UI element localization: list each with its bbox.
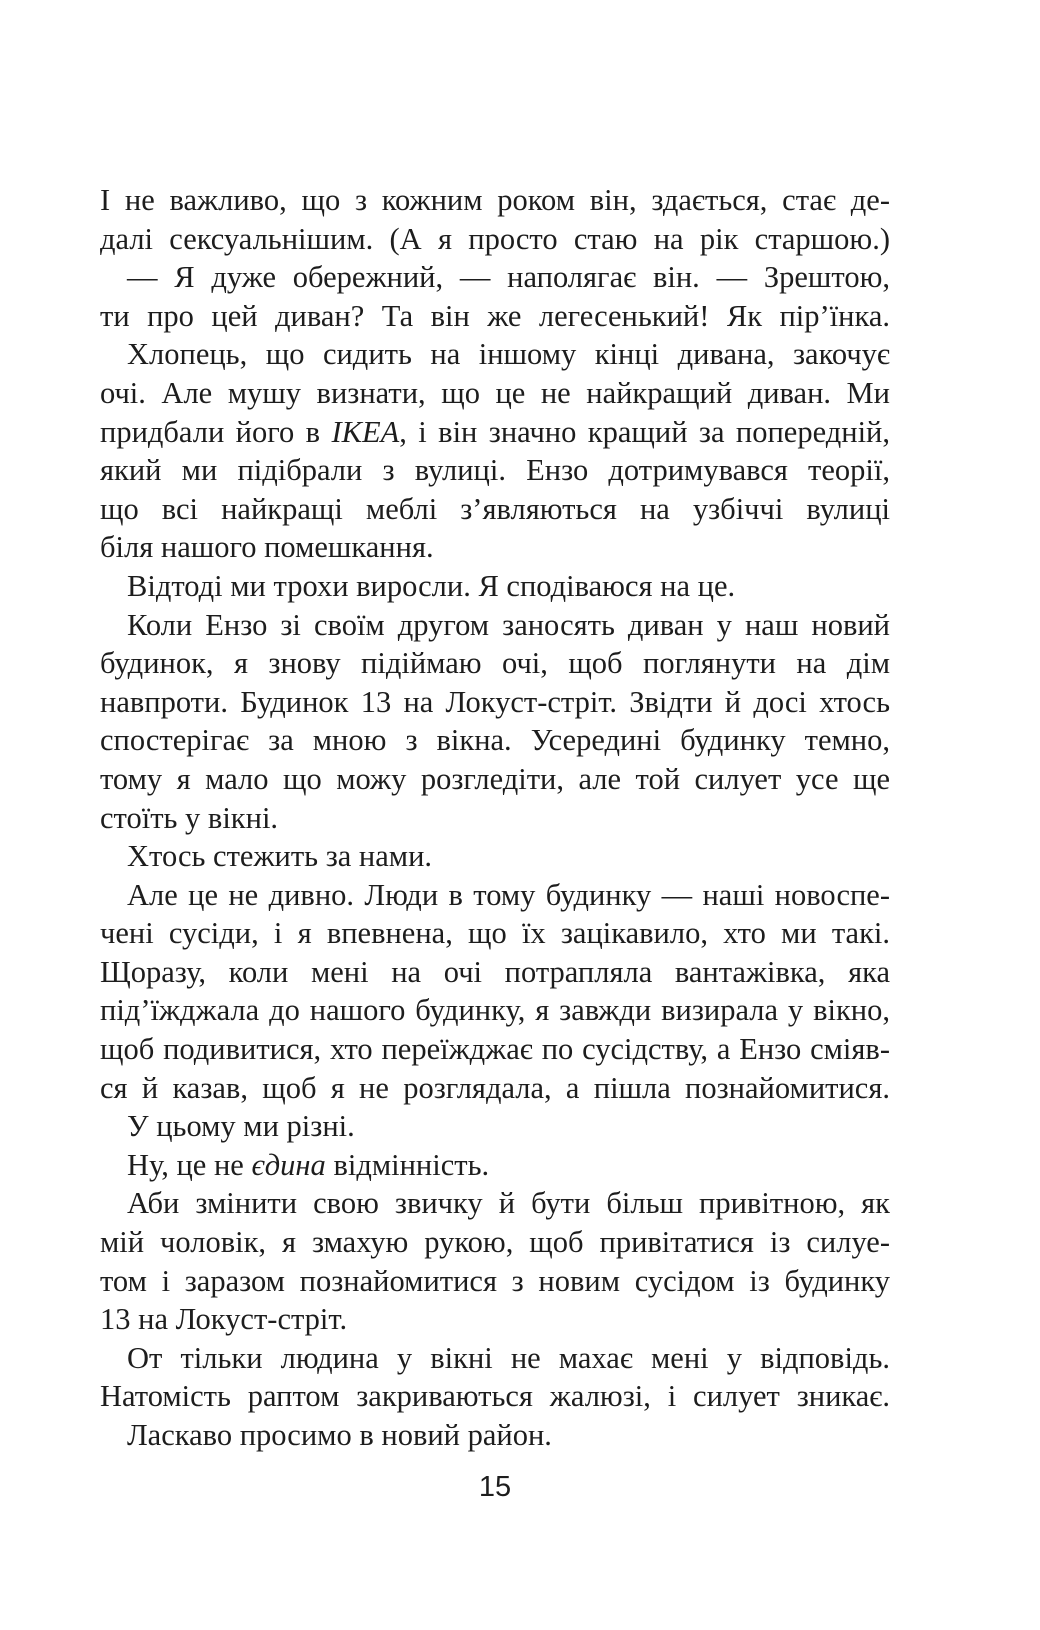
text-segment: відмінність. <box>325 1147 490 1182</box>
text-segment: під’їжджала до нашого будинку, я завжди визирала у вікно, <box>100 993 890 1028</box>
paragraph <box>100 1416 890 1455</box>
text-line <box>100 991 890 1030</box>
text-line <box>100 1030 890 1069</box>
text-line <box>100 644 890 683</box>
text-line <box>100 1300 890 1339</box>
text-segment: стоїть у вікні. <box>100 800 279 835</box>
text-block <box>100 181 890 1455</box>
text-segment: Аби змінити свою звичку й бути більш привітною, як <box>127 1186 890 1221</box>
paragraph <box>100 258 890 335</box>
italic-text-segment: єдина <box>251 1147 326 1182</box>
text-line <box>100 1184 890 1223</box>
text-segment: придбали його в <box>100 414 332 449</box>
text-segment: От тільки людина у вікні не махає мені у відповідь. <box>127 1340 890 1375</box>
paragraph <box>100 1107 890 1146</box>
paragraph <box>100 837 890 876</box>
text-line <box>100 799 890 838</box>
paragraph <box>100 1339 890 1416</box>
text-line <box>100 567 890 606</box>
text-segment: Щоразу, коли мені на очі потрапляла вантажівка, яка <box>100 954 890 989</box>
text-line <box>100 220 890 259</box>
text-line <box>100 413 890 452</box>
text-segment: Але це не дивно. Люди в тому будинку — наші новоспе- <box>127 877 890 912</box>
text-line <box>100 1377 890 1416</box>
text-segment: який ми підібрали з вулиці. Ензо дотримувався теорії, <box>100 453 890 488</box>
text-line <box>100 1262 890 1301</box>
text-segment: ти про цей диван? Та він же легесенький! Як пір’їнка. <box>100 298 890 333</box>
italic-text-segment: IKEA <box>331 414 400 449</box>
text-segment: що всі найкращі меблі з’являються на узбіччі вулиці <box>100 491 890 526</box>
text-line <box>100 953 890 992</box>
text-segment: навпроти. Будинок 13 на Локуст-стріт. Звідти й досі хтось <box>100 684 890 719</box>
text-segment: чені сусіди, і я впевнена, що їх зацікавило, хто ми такі. <box>100 916 890 951</box>
text-segment: том і заразом познайомитися з новим сусідом із будинку <box>100 1263 890 1298</box>
text-line <box>100 1069 890 1108</box>
text-line <box>100 683 890 722</box>
text-segment: Відтоді ми трохи виросли. Я сподіваюся на це. <box>127 568 736 603</box>
paragraph <box>100 181 890 258</box>
paragraph <box>100 1184 890 1338</box>
text-segment: спостерігає за мною з вікна. Усередині будинку темно, <box>100 723 890 758</box>
text-segment: І не важливо, що з кожним роком він, здається, стає де- <box>100 183 890 217</box>
paragraph <box>100 1146 890 1185</box>
text-segment: У цьому ми різні. <box>127 1109 355 1144</box>
text-line <box>100 914 890 953</box>
text-line <box>100 1416 890 1455</box>
text-line <box>100 721 890 760</box>
text-line <box>100 258 890 297</box>
text-segment: тому я мало що можу розгледіти, але той силует усе ще <box>100 761 890 796</box>
text-segment: будинок, я знову підіймаю очі, щоб поглянути на дім <box>100 646 890 681</box>
text-segment: Коли Ензо зі своїм другом заносять диван у наш новий <box>127 607 890 642</box>
text-segment: біля нашого помешкання. <box>100 530 434 565</box>
text-segment: мій чоловік, я змахую рукою, щоб привітатися із силуе- <box>100 1225 890 1260</box>
text-line <box>100 1146 890 1185</box>
paragraph <box>100 335 890 567</box>
text-segment: Ну, це не <box>127 1147 252 1182</box>
text-line <box>100 837 890 876</box>
text-line <box>100 1107 890 1146</box>
text-line <box>100 876 890 915</box>
text-line <box>100 1223 890 1262</box>
text-segment: ся й казав, щоб я не розглядала, а пішла познайомитися. <box>100 1070 890 1105</box>
paragraph <box>100 876 890 1108</box>
text-segment: очі. Але мушу визнати, що це не найкращий диван. Ми <box>100 375 890 410</box>
text-segment: , і він значно кращий за попередній, <box>399 414 890 449</box>
text-segment: — Я дуже обережний, — наполягає він. — Зрештою, <box>127 260 890 295</box>
text-line <box>100 760 890 799</box>
paragraph <box>100 606 890 838</box>
text-segment: Натомість раптом закриваються жалюзі, і силует зникає. <box>100 1379 890 1414</box>
text-line <box>100 528 890 567</box>
text-line <box>100 374 890 413</box>
text-line <box>100 297 890 336</box>
text-line <box>100 606 890 645</box>
text-line <box>100 490 890 529</box>
text-segment: далі сексуальнішим. (А я просто стаю на рік старшою.) <box>100 221 890 256</box>
text-line <box>100 451 890 490</box>
text-segment: Хлопець, що сидить на іншому кінці дивана, закочує <box>127 337 890 372</box>
text-segment: Хтось стежить за нами. <box>127 839 433 874</box>
page-number: 15 <box>478 1471 512 1503</box>
text-segment: Ласкаво просимо в новий район. <box>127 1418 552 1452</box>
text-line <box>100 181 890 220</box>
text-line <box>100 1339 890 1378</box>
text-segment: щоб подивитися, хто переїжджає по сусідству, а Ензо сміяв- <box>100 1032 890 1067</box>
text-line <box>100 335 890 374</box>
text-segment: 13 на Локуст-стріт. <box>100 1302 348 1337</box>
paragraph <box>100 567 890 606</box>
